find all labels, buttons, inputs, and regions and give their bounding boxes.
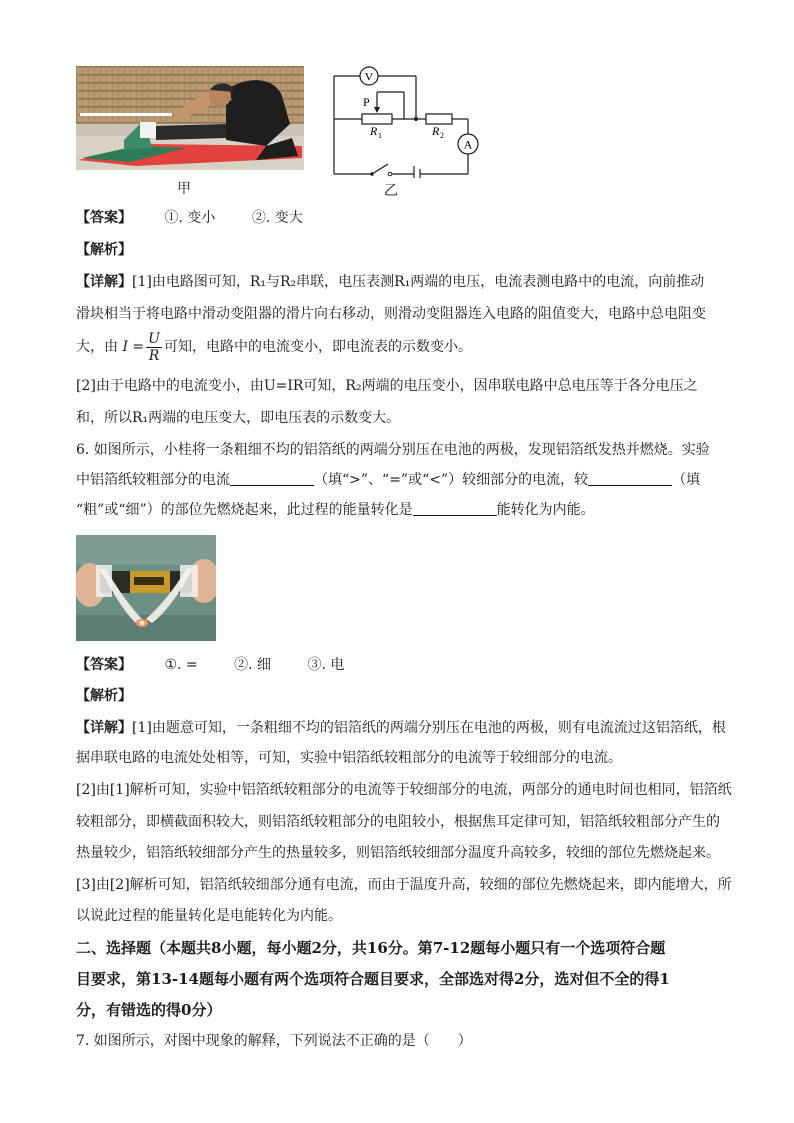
- q6-stem-line-3: [76, 500, 595, 520]
- q6-blank-2[interactable]: [588, 471, 672, 486]
- q7-stem: 7. 如图所示，对图中现象的解释，下列说法不正确的是（ ）: [76, 1033, 472, 1049]
- q6-detail-line-4: 较粗部分，即横截面积较大，则铝箔纸较粗部分的电阻较小，根据焦耳定律可知，铝箔纸较粗部分产生的: [76, 814, 720, 830]
- q5-detail-line-2: 滑块相当于将电路中滑动变阻器的滑片向右移动，则滑动变阻器连入电路的阻值变大，电路中总电阻变: [76, 306, 706, 322]
- q6-detail-line-1: [76, 718, 726, 738]
- q5-detail-line-3: [76, 330, 472, 364]
- sit-and-reach-photo: [76, 66, 304, 170]
- formula-denominator: R: [148, 347, 160, 364]
- q5-detail-line-5: 和，所以R₁两端的电压变大，即电压表的示数变大。: [76, 410, 401, 426]
- q6-analysis-label: 【解析】: [76, 688, 132, 704]
- q6-l2-c: （填: [672, 472, 701, 488]
- circuit-diagram: [328, 62, 488, 182]
- q5-answer-label: 【答案】: [76, 210, 132, 226]
- q5-answer-1: ①. 变小: [164, 210, 216, 226]
- q6-detail-text-1: [1]由题意可知，一条粗细不均的铝箔纸的两端分别压在电池的两极，则有电流流过这铝箔纸，根: [132, 720, 726, 736]
- ammeter-label: A: [463, 137, 473, 152]
- q5-l3-post: 可知，电路中的电流变小，即电流表的示数变小。: [163, 339, 472, 355]
- q6-answer-2: ②. 细: [234, 657, 271, 673]
- q6-detail-line-3: [2]由[1]解析可知，实验中铝箔纸较粗部分的电流等于较细部分的电流，两部分的通电时间也相同，铝箔纸: [76, 782, 732, 798]
- q6-stem-line-1: 6. 如图所示，小桂将一条粗细不均的铝箔纸的两端分别压在电池的两极，发现铝箔纸发热并燃烧。实验: [76, 442, 710, 458]
- slider-label: P: [363, 95, 370, 109]
- q6-detail-line-7: 以说此过程的能量转化是电能转化为内能。: [76, 908, 342, 924]
- q5-detail-text-1: [1]由电路图可知，R₁与R₂串联，电压表测R₁两端的电压，电流表测电路中的电流，向前推动: [132, 274, 705, 290]
- q5-detail-line-4: [2]由于电路中的电流变小，由U=IR可知，R₂两端的电压变小，因串联电路中总电压等于各分电压之: [76, 378, 698, 394]
- q6-l3-b: 能转化为内能。: [496, 502, 595, 518]
- formula-i: I =: [122, 339, 145, 355]
- voltmeter-label: V: [364, 69, 374, 84]
- r2-subscript: 2: [440, 131, 444, 140]
- q5-detail-line-1: [76, 272, 704, 292]
- formula-numerator: U: [148, 330, 160, 347]
- q6-blank-1[interactable]: [230, 471, 314, 486]
- q6-answer-label: 【答案】: [76, 657, 132, 673]
- q6-answer-1: ①. =: [164, 657, 198, 673]
- q6-answer-3: ③. 电: [307, 657, 345, 673]
- q6-detail-line-5: 热量较少，铝箔纸较细部分产生的热量较多，则铝箔纸较细部分温度升高较多，较细的部位先燃烧起来。: [76, 845, 720, 861]
- q5-analysis-label: 【解析】: [76, 242, 132, 258]
- q6-l3-a: “粗”或“细”）的部位先燃烧起来，此过程的能量转化是: [76, 502, 413, 518]
- battery-foil-photo: [76, 535, 216, 641]
- r2-label: R: [432, 124, 440, 138]
- q5-l3-pre: 大，由: [76, 339, 118, 355]
- q6-detail-line-2: 据串联电路的电流处处相等，可知，实验中铝箔纸较粗部分的电流等于较细部分的电流。: [76, 750, 622, 766]
- q6-l2-a: 中铝箔纸较粗部分的电流: [76, 472, 230, 488]
- q6-detail-label: 【详解】: [76, 720, 132, 736]
- q5-detail-label: 【详解】: [76, 274, 132, 290]
- r1-subscript: 1: [378, 131, 382, 140]
- r1-label: R: [370, 124, 378, 138]
- q6-answer-row: [76, 655, 344, 675]
- figure-caption-jia: 甲: [177, 181, 191, 197]
- section2-heading-line-3: 分，有错选的得0分）: [76, 1001, 222, 1019]
- q5-answer-2: ②. 变大: [251, 210, 303, 226]
- q6-l2-b: （填“>”、“=”或“<”）较细部分的电流，较: [314, 472, 589, 488]
- q6-detail-line-6: [3]由[2]解析可知，铝箔纸较细部分通有电流，而由于温度升高，较细的部位先燃烧起来，即内能增大，所: [76, 877, 732, 893]
- section2-heading-line-1: 二、选择题（本题共8小题，每小题2分，共16分。第7-12题每小题只有一个选项符合题: [76, 939, 666, 957]
- q6-stem-line-2: [76, 470, 700, 490]
- figure-caption-yi: 乙: [384, 183, 398, 199]
- q6-blank-3[interactable]: [413, 501, 497, 516]
- formula-fraction: [146, 331, 162, 364]
- q5-answer-row: [76, 208, 303, 228]
- section2-heading-line-2: 目要求，第13-14题每小题有两个选项符合题目要求，全部选对得2分，选对但不全的得1: [76, 970, 670, 988]
